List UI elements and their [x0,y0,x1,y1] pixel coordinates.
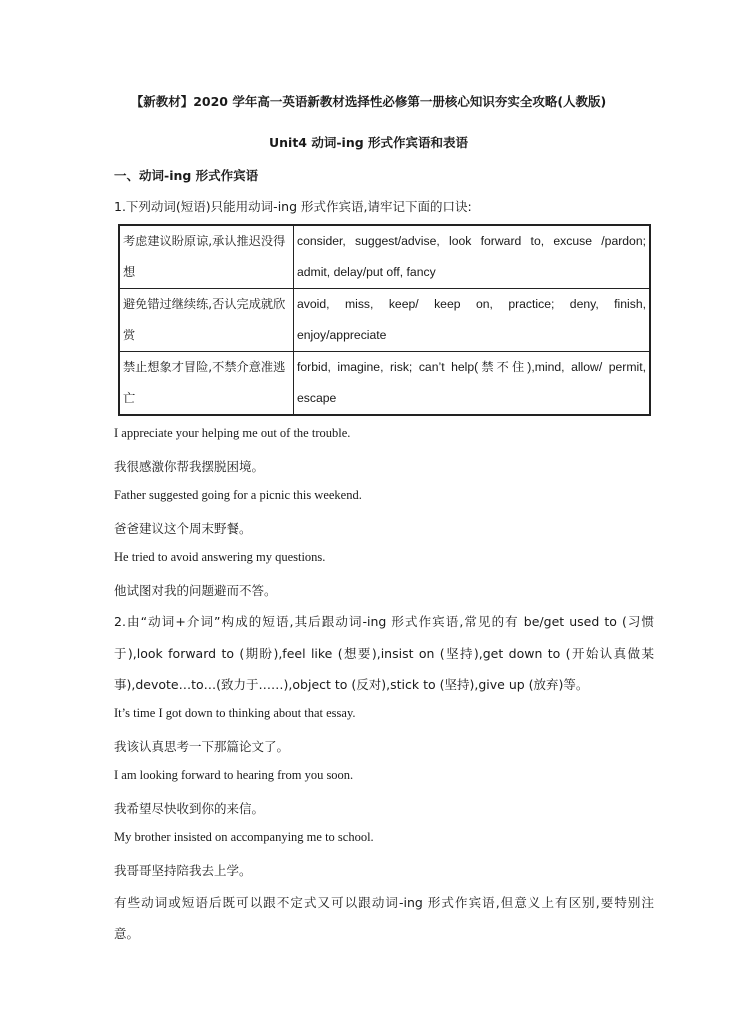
mnemonic-cell: 考虑建议盼原谅,承认推迟没得想 [119,225,294,289]
example-1-english: I appreciate your helping me out of the trouble. [114,426,351,440]
example-6-chinese: 我哥哥坚持陪我去上学。 [114,863,252,878]
verbs-cell: consider, suggest/advise, look forward to, excuse /pardon; admit, delay/put off, fancy [294,225,651,289]
note-line-2: 意。 [114,926,140,941]
example-3-chinese: 他试图对我的问题避而不答。 [114,583,277,598]
section-heading: 一、动词-ing 形式作宾语 [114,168,259,183]
table-row [119,352,650,416]
point-1-text: 1.下列动词(短语)只能用动词-ing 形式作宾语,请牢记下面的口诀: [114,199,472,214]
point-2-line-2: 于),look forward to (期盼),feel like (想要),insist on (坚持),get down to (开始认真做某 [114,646,654,661]
table-row [119,225,650,289]
example-2-chinese: 爸爸建议这个周末野餐。 [114,521,252,536]
mnemonic-cell: 避免错过继续练,否认完成就欣赏 [119,289,294,352]
verb-mnemonic-table [118,224,651,416]
point-2-line-1: 2.由“动词+介词”构成的短语,其后跟动词-ing 形式作宾语,常见的有 be/get used to (习惯 [114,614,654,629]
verbs-cell: forbid, imagine, risk; can’t help(禁不住),mind, allow/ permit, escape [294,352,651,416]
example-6-english: My brother insisted on accompanying me to school. [114,830,374,844]
example-4-chinese: 我该认真思考一下那篇论文了。 [114,739,290,754]
example-2-english: Father suggested going for a picnic this weekend. [114,488,362,502]
example-1-chinese: 我很感激你帮我摆脱困境。 [114,459,265,474]
example-4-english: It’s time I got down to thinking about that essay. [114,706,356,720]
point-2-line-3: 事),devote…to…(致力于……),object to (反对),stick to (坚持),give up (放弃)等。 [114,677,589,692]
example-3-english: He tried to avoid answering my questions. [114,550,326,564]
unit-subtitle: Unit4 动词-ing 形式作宾语和表语 [268,135,469,150]
example-5-english: I am looking forward to hearing from you soon. [114,768,354,782]
note-line-1: 有些动词或短语后既可以跟不定式又可以跟动词-ing 形式作宾语,但意义上有区别,要特别注 [114,895,654,910]
table-row [119,289,650,352]
mnemonic-cell: 禁止想象才冒险,不禁介意准逃亡 [119,352,294,416]
verbs-cell: avoid, miss, keep/ keep on, practice; deny, finish, enjoy/appreciate [294,289,651,352]
example-5-chinese: 我希望尽快收到你的来信。 [114,801,265,816]
document-title: 【新教材】2020 学年高一英语新教材选择性必修第一册核心知识夯实全攻略(人教版) [130,94,607,109]
